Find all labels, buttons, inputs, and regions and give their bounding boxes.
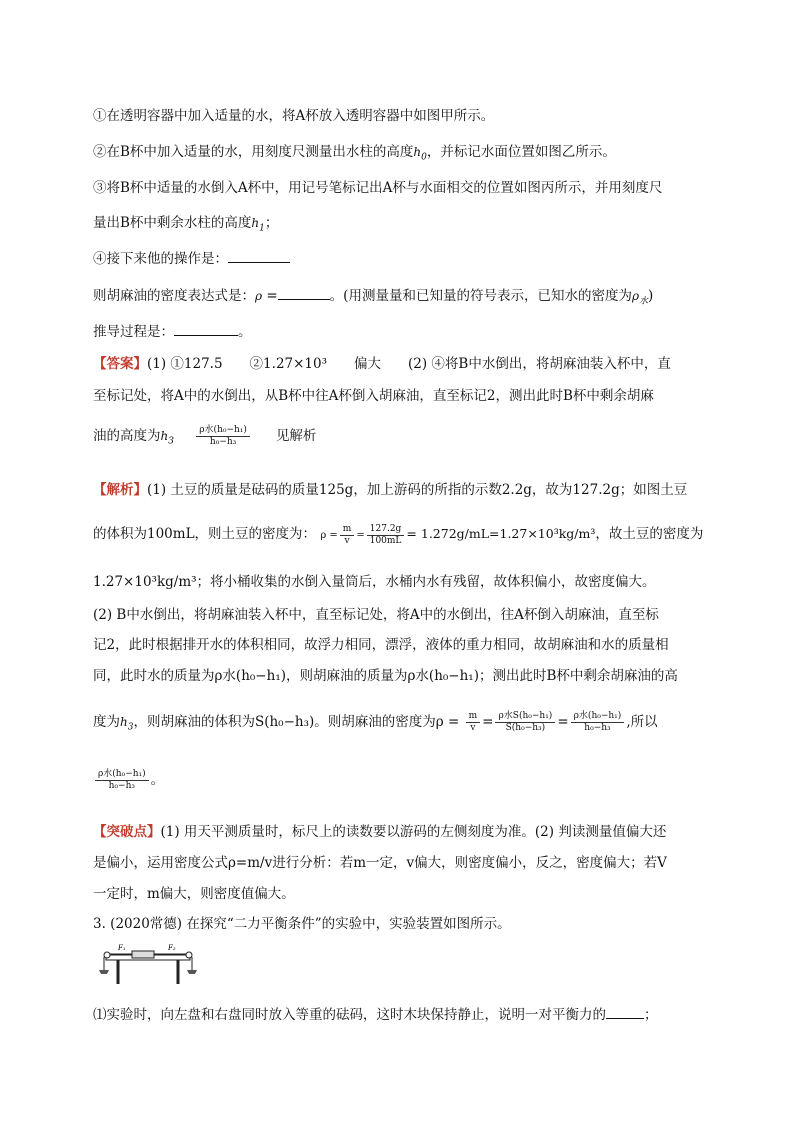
analysis-line-6: [93, 664, 678, 684]
analysis-text-7c: ,所以: [626, 714, 658, 730]
density-expression: [93, 284, 653, 306]
step-3-line1: [93, 176, 662, 196]
fraction-m-over-v: $\frac{m}{v}$: [466, 711, 481, 734]
force-label-f1: F₁: [118, 944, 126, 952]
step-3-text-2: 量出B杯中剩余水柱的高度: [93, 215, 252, 231]
step-3-end: ；: [264, 215, 279, 231]
answer-blank-balance[interactable]: [606, 1005, 644, 1019]
question-3-part-1-text: ⑴实验时，向左盘和右盘同时放入等重的砝码，这时木块保持静止，说明一对平衡力的: [93, 1007, 606, 1023]
breakthrough-line-1: [93, 820, 666, 840]
fraction-density-result: $\frac{\text{ρ水(h₀−h₁)}}{\text{h₀−h₃}}$: [571, 711, 625, 734]
breakthrough-line-2: [93, 851, 667, 871]
answer-text-1: (1) ①127.5 ②1.27×10³ 偏大 (2) ④将B中水倒出，将胡麻油装入杯中，直: [147, 356, 671, 372]
step-1-text: ①在透明容器中加入适量的水，将A杯放入透明容器中如图甲所示。: [93, 108, 495, 124]
breakthrough-text-1: (1) 用天平测质量时，标尺上的读数要以游码的左侧刻度为准。(2) 判读测量值偏大还: [160, 824, 667, 840]
analysis-tag: 【解析】: [93, 482, 147, 498]
answer-text-2: 至标记处，将A中的水倒出，从B杯中往A杯倒入胡麻油，直至标记2，测出此时B杯中剩余胡麻: [93, 388, 654, 404]
analysis-line-8: [93, 768, 164, 792]
derivation: [93, 320, 252, 340]
breakthrough-line-3: [93, 882, 295, 902]
question-3-title: [93, 912, 511, 932]
analysis-text-2: 的体积为100mL，则土豆的密度为：: [93, 526, 317, 542]
answer-blank-operation[interactable]: [228, 249, 290, 263]
analysis-line-7: 度为$h_3$，则胡麻油的体积为S(h₀−h₃)。则胡麻油的密度为ρ = $\frac{m}{v}$ = $\frac{\text{ρ水S(h₀−h₁)}}{\text{S(h₀−h₃)}}$ = $\frac{\text{ρ水(h₀−h₁)}}{\text{h₀−h₃}}$ ,所以: [93, 711, 658, 733]
answer-tag: 【答案】: [93, 356, 147, 372]
two-force-balance-apparatus: [98, 938, 198, 988]
h1-symbol: $h_1$: [251, 216, 265, 234]
analysis-line-5: [93, 633, 669, 653]
rho-water-symbol: $\rho_水$: [631, 289, 649, 307]
question-3-text: 3. (2020常德) 在探究“二力平衡条件”的实验中，实验装置如图所示。: [93, 916, 511, 932]
potato-density-formula: ρ = $\frac{m}{v}$ = $\frac{127.2g}{100mL}$: [320, 530, 406, 541]
density-note-end: ): [648, 288, 654, 304]
analysis-text-3: 1.27×10³kg/m³；将小桶收集的水倒入量筒后，水桶内水有残留，故体积偏小，故密度偏大。: [93, 574, 656, 590]
step-4: [93, 247, 290, 267]
h0-symbol: $h_0$: [413, 145, 427, 163]
derivation-text: 推导过程是：: [93, 324, 174, 340]
answer-line-2: [93, 384, 654, 404]
force-label-f2: F₂: [168, 944, 176, 952]
analysis-text-4: (2) B中水倒出，将胡麻油装入杯中，直至标记处，将A中的水倒出，往A杯倒入胡麻油，直至标: [93, 607, 659, 623]
question-3-part-1-end: ；: [644, 1007, 658, 1023]
analysis-line-2: [93, 522, 703, 547]
step-1: [93, 104, 494, 124]
equals-sign: =: [262, 288, 278, 304]
breakthrough-text-2: 是偏小，运用密度公式ρ=m/v进行分析：若m一定，v偏大，则密度偏小，反之，密度偏大；若V: [93, 855, 667, 871]
density-note: 。(用测量量和已知量的符号表示，已知水的密度为: [329, 288, 632, 304]
analysis-text-2-end: ，故土豆的密度为: [595, 526, 704, 542]
step-3-text: ③将B杯中适量的水倒入A杯中，用记号笔标记出A杯与水面相交的位置如图丙所示，并用刻度尺: [93, 180, 663, 196]
analysis-text-7: 度为: [93, 714, 120, 730]
density-text: 则胡麻油的密度表达式是：: [93, 288, 255, 304]
analysis-text-1: (1) 土豆的质量是砝码的质量125g，加上游码的所指的示数2.2g，故为127.2g；如图土豆: [147, 482, 688, 498]
analysis-text-5: 记2，此时根据排开水的体积相同，故浮力相同，漂浮，液体的重力相同，故胡麻油和水的质量相: [93, 637, 669, 653]
analysis-text-7b: ，则胡麻油的体积为S(h₀−h₃)。则胡麻油的密度为ρ =: [133, 714, 460, 730]
analysis-text-6: 同，此时水的质量为ρ水(h₀−h₁)，则胡麻油的质量为ρ水(h₀−h₁)；测出此时B杯中剩余胡麻油的高: [93, 668, 678, 684]
step-2: [93, 140, 616, 162]
answer-see-analysis: 见解析: [275, 428, 317, 444]
answer-line-1: [93, 352, 671, 372]
breakthrough-text-3: 一定时，m偏大，则密度值偏大。: [93, 886, 295, 902]
analysis-line-1: [93, 478, 687, 498]
question-3-part-1: [93, 1003, 658, 1023]
step-2-text-end: ，并标记水面位置如图乙所示。: [426, 144, 616, 160]
rho-symbol: ρ: [255, 289, 263, 303]
answer-blank-density[interactable]: [278, 286, 330, 300]
analysis-end: 。: [150, 772, 165, 788]
h3-symbol: $h_3$: [160, 429, 174, 447]
fraction-mass-over-volume: $\frac{\text{ρ水S(h₀−h₁)}}{\text{S(h₀−h₃)}}$: [495, 711, 555, 734]
h3-symbol-2: $h_3$: [120, 715, 134, 733]
derivation-end: 。: [238, 324, 252, 340]
breakthrough-tag: 【突破点】: [93, 824, 161, 840]
final-density-fraction: $\frac{\text{ρ水(h₀−h₁)}}{\text{h₀−h₃}}$: [95, 769, 149, 792]
answer-density-fraction: $\frac{\text{ρ水(h₀−h₁)}}{\text{h₀−h₃}}$: [196, 425, 250, 448]
analysis-line-3: [93, 570, 656, 590]
analysis-line-4: [93, 603, 659, 623]
step-4-text: ④接下来他的操作是：: [93, 251, 228, 267]
answer-blank-derivation[interactable]: [174, 322, 238, 336]
answer-text-3: 油的高度为: [93, 428, 161, 444]
step-2-text: ②在B杯中加入适量的水，用刻度尺测量出水柱的高度: [93, 144, 414, 160]
answer-line-3: [93, 424, 316, 448]
step-3-line2: [93, 211, 278, 233]
potato-density-result: = 1.272g/mL=1.27×10³kg/m³: [406, 526, 596, 541]
